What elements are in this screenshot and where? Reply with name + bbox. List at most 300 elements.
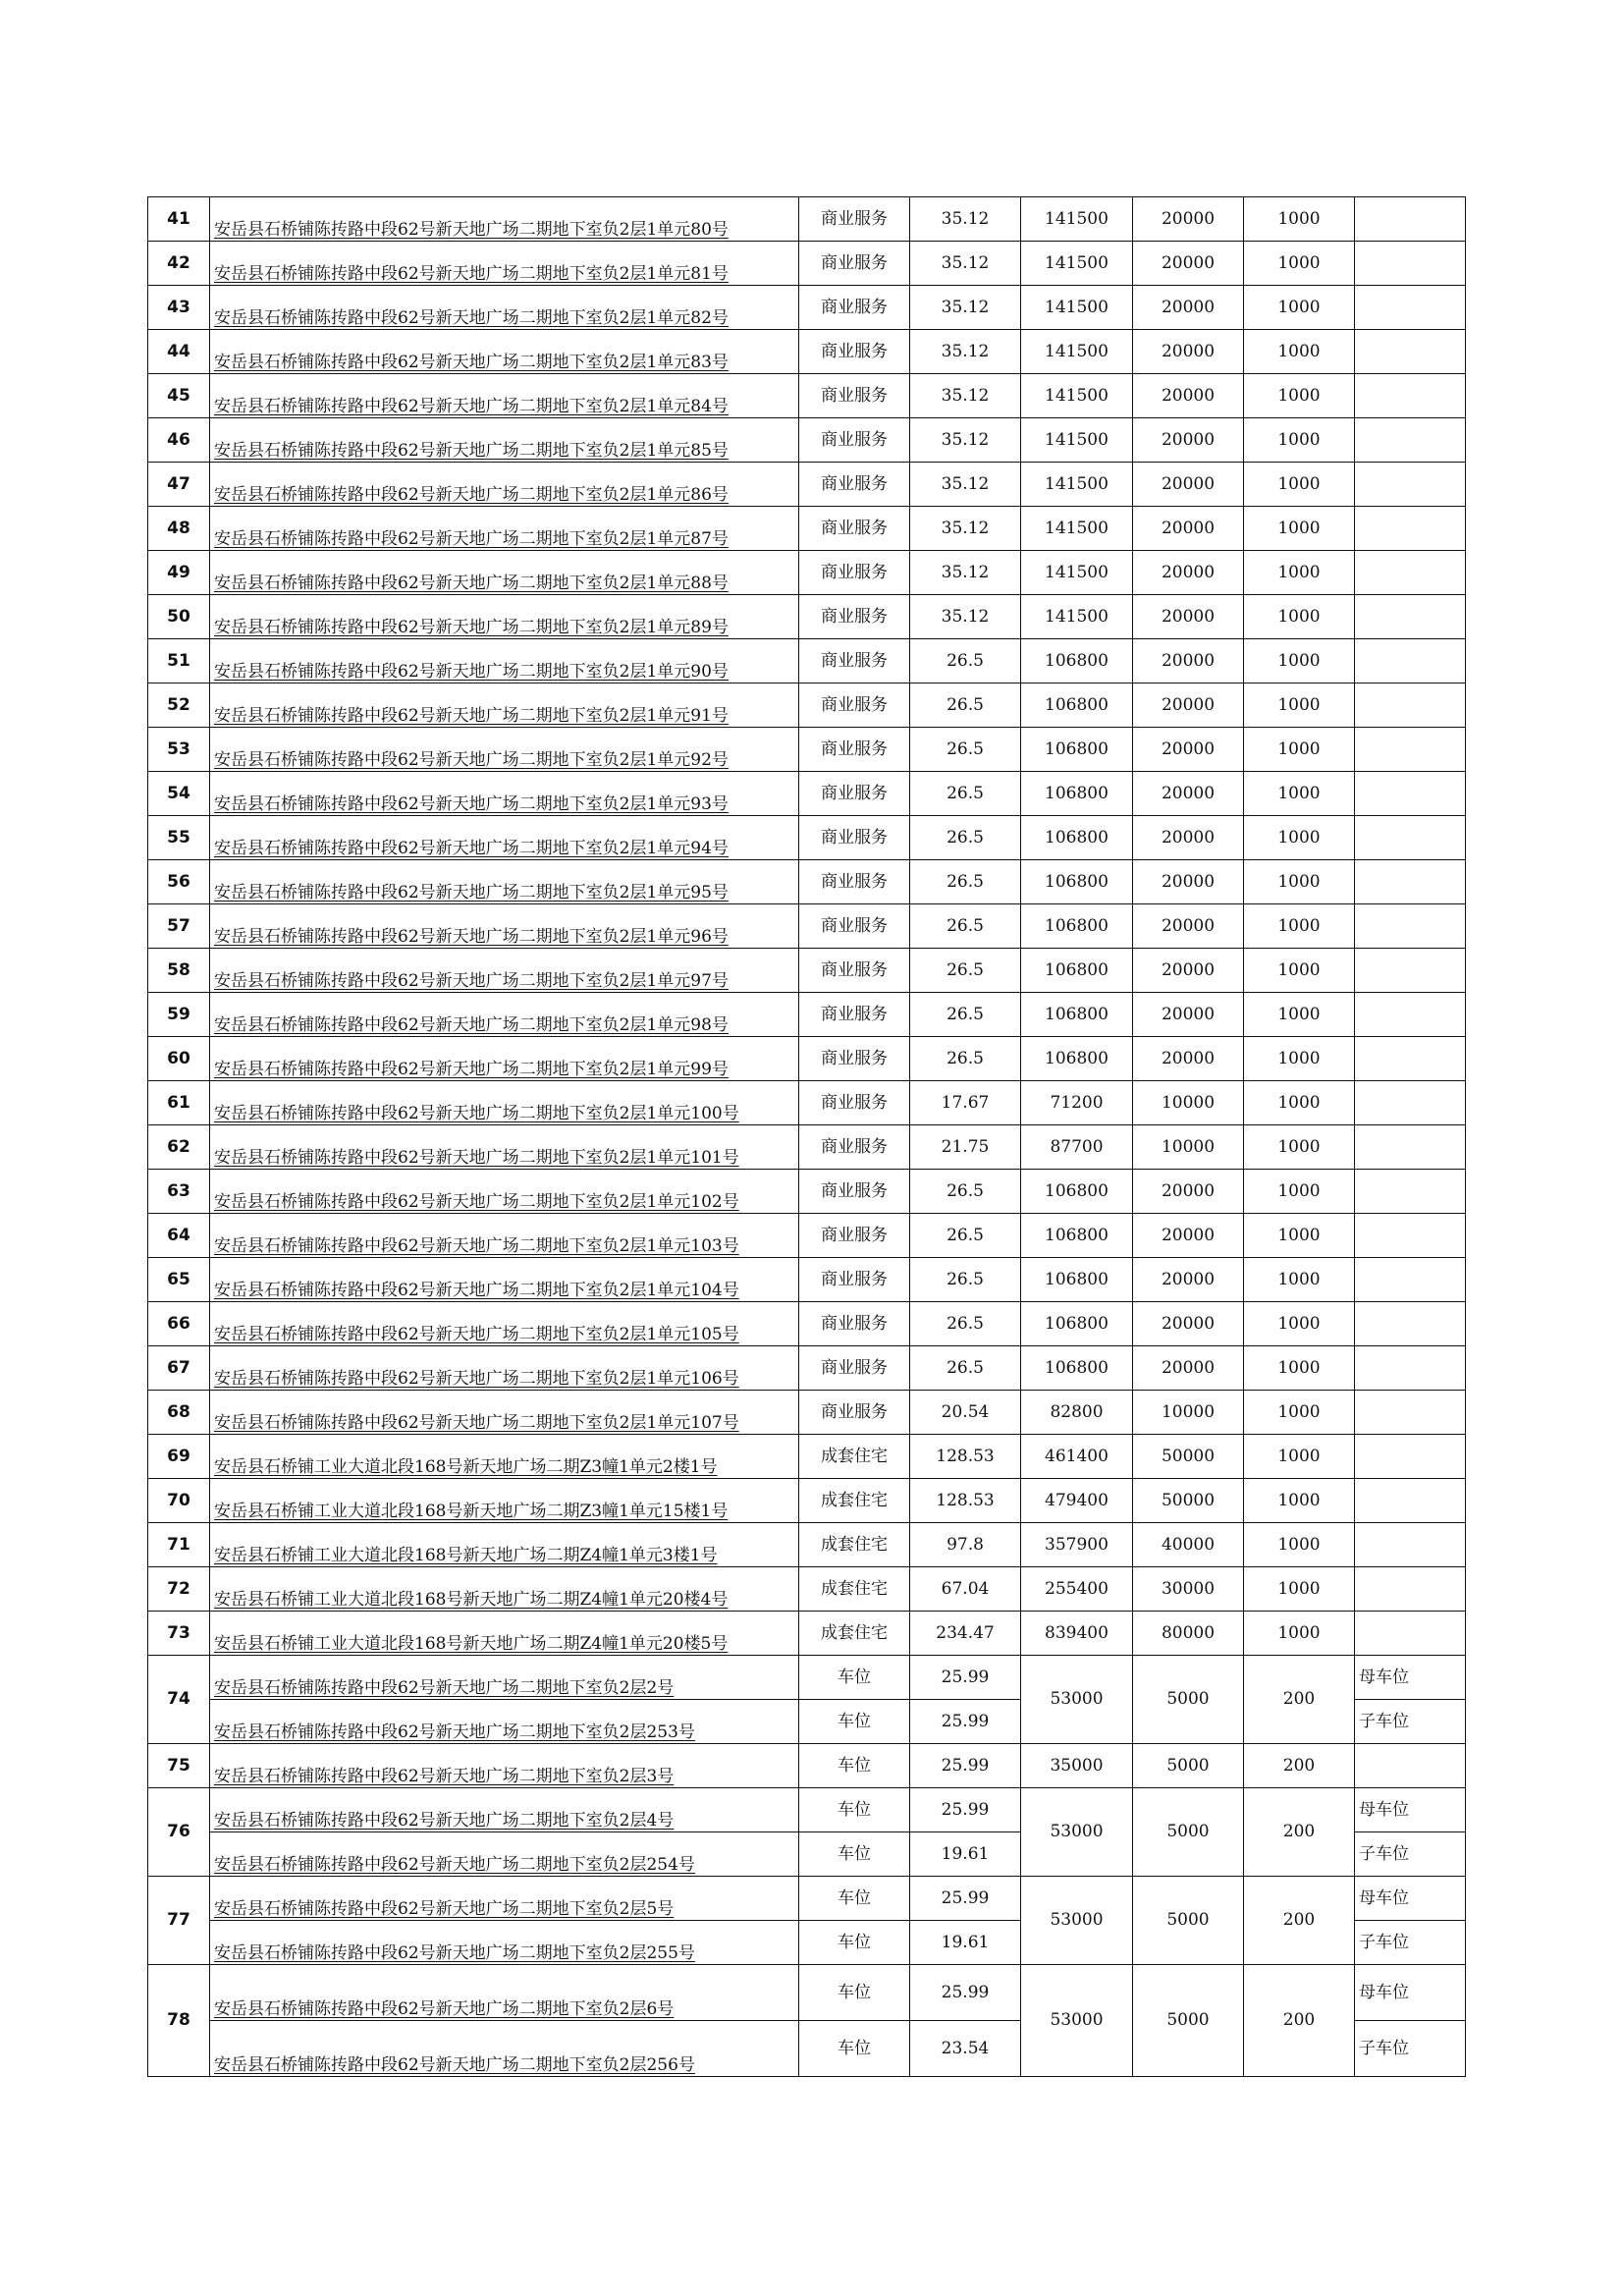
address-cell — [210, 374, 799, 418]
address-cell — [210, 1700, 799, 1744]
use-cell: 成套住宅 — [799, 1612, 910, 1656]
note-cell: 母车位 — [1355, 1788, 1466, 1832]
address-text: 安岳县石桥铺陈抟路中段62号新天地广场二期地下室负2层1单元96号 — [214, 927, 729, 947]
address-cell — [210, 197, 799, 242]
use-cell: 商业服务 — [799, 683, 910, 728]
use-cell: 商业服务 — [799, 1037, 910, 1081]
listing-table-body — [148, 197, 1466, 2077]
use-cell: 商业服务 — [799, 1258, 910, 1302]
increment-cell: 1000 — [1244, 1081, 1355, 1125]
row-number-cell: 68 — [148, 1391, 210, 1435]
deposit-cell: 20000 — [1133, 683, 1244, 728]
deposit-cell: 5000 — [1133, 1656, 1244, 1744]
increment-cell: 1000 — [1244, 1125, 1355, 1170]
area-cell: 26.5 — [910, 1170, 1021, 1214]
note-cell: 子车位 — [1355, 2021, 1466, 2077]
table-row — [148, 683, 1466, 728]
address-text: 安岳县石桥铺陈抟路中段62号新天地广场二期地下室负2层1单元103号 — [214, 1236, 739, 1256]
address-text: 安岳县石桥铺陈抟路中段62号新天地广场二期地下室负2层1单元99号 — [214, 1060, 729, 1079]
note-cell — [1355, 1435, 1466, 1479]
address-text: 安岳县石桥铺陈抟路中段62号新天地广场二期地下室负2层253号 — [214, 1722, 695, 1742]
increment-cell: 1000 — [1244, 463, 1355, 507]
price-cell: 106800 — [1021, 816, 1133, 860]
address-cell — [210, 1435, 799, 1479]
table-row — [148, 1479, 1466, 1523]
table-row — [148, 330, 1466, 374]
deposit-cell: 20000 — [1133, 1346, 1244, 1391]
address-cell — [210, 1346, 799, 1391]
increment-cell: 1000 — [1244, 1214, 1355, 1258]
area-cell: 19.61 — [910, 1832, 1021, 1877]
area-cell: 26.5 — [910, 949, 1021, 993]
table-row — [148, 1656, 1466, 1700]
increment-cell: 1000 — [1244, 728, 1355, 772]
row-number-cell: 42 — [148, 242, 210, 286]
increment-cell: 200 — [1244, 1744, 1355, 1788]
price-cell: 53000 — [1021, 1965, 1133, 2077]
deposit-cell: 20000 — [1133, 242, 1244, 286]
price-cell: 141500 — [1021, 286, 1133, 330]
price-cell: 53000 — [1021, 1877, 1133, 1965]
address-cell — [210, 507, 799, 551]
address-cell — [210, 1258, 799, 1302]
price-cell: 106800 — [1021, 639, 1133, 683]
address-text: 安岳县石桥铺陈抟路中段62号新天地广场二期地下室负2层1单元84号 — [214, 397, 729, 416]
area-cell: 26.5 — [910, 1037, 1021, 1081]
area-cell: 35.12 — [910, 595, 1021, 639]
address-cell — [210, 1832, 799, 1877]
address-text: 安岳县石桥铺陈抟路中段62号新天地广场二期地下室负2层1单元94号 — [214, 839, 729, 858]
area-cell: 25.99 — [910, 1788, 1021, 1832]
row-number-cell: 63 — [148, 1170, 210, 1214]
deposit-cell: 20000 — [1133, 463, 1244, 507]
deposit-cell: 10000 — [1133, 1125, 1244, 1170]
area-cell: 19.61 — [910, 1921, 1021, 1965]
area-cell: 26.5 — [910, 728, 1021, 772]
price-cell: 82800 — [1021, 1391, 1133, 1435]
note-cell — [1355, 1081, 1466, 1125]
address-text: 安岳县石桥铺陈抟路中段62号新天地广场二期地下室负2层1单元93号 — [214, 794, 729, 814]
price-cell: 106800 — [1021, 1170, 1133, 1214]
area-cell: 20.54 — [910, 1391, 1021, 1435]
increment-cell: 1000 — [1244, 1567, 1355, 1612]
area-cell: 97.8 — [910, 1523, 1021, 1567]
note-cell — [1355, 1479, 1466, 1523]
row-number-cell: 74 — [148, 1656, 210, 1744]
deposit-cell: 20000 — [1133, 418, 1244, 463]
address-text: 安岳县石桥铺陈抟路中段62号新天地广场二期地下室负2层255号 — [214, 1943, 695, 1963]
increment-cell: 1000 — [1244, 374, 1355, 418]
row-number-cell: 47 — [148, 463, 210, 507]
address-cell — [210, 418, 799, 463]
table-row — [148, 1081, 1466, 1125]
row-number-cell: 72 — [148, 1567, 210, 1612]
price-cell: 106800 — [1021, 904, 1133, 949]
address-text: 安岳县石桥铺工业大道北段168号新天地广场二期Z4幢1单元20楼5号 — [214, 1634, 729, 1654]
table-row — [148, 1744, 1466, 1788]
row-number-cell: 67 — [148, 1346, 210, 1391]
use-cell: 商业服务 — [799, 904, 910, 949]
note-cell — [1355, 463, 1466, 507]
use-cell: 商业服务 — [799, 242, 910, 286]
table-row — [148, 1788, 1466, 1832]
note-cell — [1355, 1567, 1466, 1612]
address-cell — [210, 1125, 799, 1170]
use-cell: 商业服务 — [799, 860, 910, 904]
price-cell: 106800 — [1021, 949, 1133, 993]
table-row — [148, 1037, 1466, 1081]
note-cell — [1355, 1612, 1466, 1656]
row-number-cell: 56 — [148, 860, 210, 904]
area-cell: 25.99 — [910, 1965, 1021, 2021]
area-cell: 26.5 — [910, 816, 1021, 860]
note-cell — [1355, 1744, 1466, 1788]
deposit-cell: 30000 — [1133, 1567, 1244, 1612]
table-row — [148, 1612, 1466, 1656]
use-cell: 车位 — [799, 1656, 910, 1700]
increment-cell: 1000 — [1244, 1612, 1355, 1656]
row-number-cell: 59 — [148, 993, 210, 1037]
address-cell — [210, 1170, 799, 1214]
increment-cell: 1000 — [1244, 860, 1355, 904]
address-text: 安岳县石桥铺陈抟路中段62号新天地广场二期地下室负2层6号 — [214, 1999, 675, 2019]
row-number-cell: 76 — [148, 1788, 210, 1877]
use-cell: 商业服务 — [799, 993, 910, 1037]
area-cell: 21.75 — [910, 1125, 1021, 1170]
address-cell — [210, 1877, 799, 1921]
note-cell — [1355, 728, 1466, 772]
address-cell — [210, 551, 799, 595]
increment-cell: 1000 — [1244, 1302, 1355, 1346]
deposit-cell: 40000 — [1133, 1523, 1244, 1567]
note-cell — [1355, 330, 1466, 374]
deposit-cell: 20000 — [1133, 993, 1244, 1037]
increment-cell: 1000 — [1244, 1258, 1355, 1302]
deposit-cell: 20000 — [1133, 1302, 1244, 1346]
address-text: 安岳县石桥铺陈抟路中段62号新天地广场二期地下室负2层1单元89号 — [214, 618, 729, 637]
area-cell: 67.04 — [910, 1567, 1021, 1612]
address-text: 安岳县石桥铺工业大道北段168号新天地广场二期Z4幢1单元3楼1号 — [214, 1546, 718, 1565]
table-row — [148, 1125, 1466, 1170]
row-number-cell: 60 — [148, 1037, 210, 1081]
row-number-cell: 66 — [148, 1302, 210, 1346]
address-cell — [210, 949, 799, 993]
price-cell: 106800 — [1021, 1346, 1133, 1391]
price-cell: 141500 — [1021, 330, 1133, 374]
address-text: 安岳县石桥铺陈抟路中段62号新天地广场二期地下室负2层1单元95号 — [214, 883, 729, 902]
use-cell: 商业服务 — [799, 507, 910, 551]
table-row — [148, 728, 1466, 772]
use-cell: 车位 — [799, 1832, 910, 1877]
note-cell — [1355, 286, 1466, 330]
deposit-cell: 20000 — [1133, 551, 1244, 595]
price-cell: 141500 — [1021, 242, 1133, 286]
listing-table — [147, 196, 1466, 2077]
table-row — [148, 286, 1466, 330]
address-cell — [210, 1612, 799, 1656]
address-text: 安岳县石桥铺陈抟路中段62号新天地广场二期地下室负2层1单元88号 — [214, 574, 729, 593]
address-text: 安岳县石桥铺陈抟路中段62号新天地广场二期地下室负2层1单元104号 — [214, 1281, 739, 1300]
price-cell: 141500 — [1021, 197, 1133, 242]
note-cell — [1355, 507, 1466, 551]
price-cell: 106800 — [1021, 772, 1133, 816]
row-number-cell: 46 — [148, 418, 210, 463]
address-text: 安岳县石桥铺陈抟路中段62号新天地广场二期地下室负2层1单元90号 — [214, 662, 729, 682]
area-cell: 35.12 — [910, 463, 1021, 507]
note-cell — [1355, 197, 1466, 242]
table-row — [148, 463, 1466, 507]
table-row — [148, 816, 1466, 860]
address-text: 安岳县石桥铺陈抟路中段62号新天地广场二期地下室负2层1单元98号 — [214, 1015, 729, 1035]
price-cell: 106800 — [1021, 1214, 1133, 1258]
row-number-cell: 73 — [148, 1612, 210, 1656]
address-cell — [210, 683, 799, 728]
area-cell: 25.99 — [910, 1700, 1021, 1744]
increment-cell: 1000 — [1244, 949, 1355, 993]
address-text: 安岳县石桥铺陈抟路中段62号新天地广场二期地下室负2层1单元80号 — [214, 220, 729, 240]
use-cell: 商业服务 — [799, 1170, 910, 1214]
price-cell: 71200 — [1021, 1081, 1133, 1125]
use-cell: 车位 — [799, 1921, 910, 1965]
price-cell: 106800 — [1021, 1037, 1133, 1081]
address-cell — [210, 860, 799, 904]
use-cell: 商业服务 — [799, 551, 910, 595]
address-text: 安岳县石桥铺工业大道北段168号新天地广场二期Z4幢1单元20楼4号 — [214, 1590, 729, 1610]
table-row — [148, 1523, 1466, 1567]
address-cell — [210, 1921, 799, 1965]
note-cell — [1355, 551, 1466, 595]
table-row — [148, 993, 1466, 1037]
area-cell: 35.12 — [910, 551, 1021, 595]
area-cell: 35.12 — [910, 242, 1021, 286]
note-cell — [1355, 1523, 1466, 1567]
use-cell: 商业服务 — [799, 1302, 910, 1346]
deposit-cell: 20000 — [1133, 772, 1244, 816]
table-row — [148, 904, 1466, 949]
use-cell: 商业服务 — [799, 728, 910, 772]
address-text: 安岳县石桥铺陈抟路中段62号新天地广场二期地下室负2层1单元87号 — [214, 529, 729, 549]
row-number-cell: 57 — [148, 904, 210, 949]
note-cell — [1355, 418, 1466, 463]
price-cell: 106800 — [1021, 1302, 1133, 1346]
increment-cell: 200 — [1244, 1965, 1355, 2077]
table-row — [148, 1302, 1466, 1346]
area-cell: 26.5 — [910, 993, 1021, 1037]
price-cell: 357900 — [1021, 1523, 1133, 1567]
deposit-cell: 50000 — [1133, 1435, 1244, 1479]
table-row — [148, 418, 1466, 463]
address-text: 安岳县石桥铺陈抟路中段62号新天地广场二期地下室负2层1单元85号 — [214, 441, 729, 461]
note-cell — [1355, 595, 1466, 639]
row-number-cell: 61 — [148, 1081, 210, 1125]
address-text: 安岳县石桥铺陈抟路中段62号新天地广场二期地下室负2层1单元101号 — [214, 1148, 739, 1168]
use-cell: 成套住宅 — [799, 1479, 910, 1523]
use-cell: 商业服务 — [799, 639, 910, 683]
use-cell: 商业服务 — [799, 772, 910, 816]
address-text: 安岳县石桥铺陈抟路中段62号新天地广场二期地下室负2层254号 — [214, 1855, 695, 1875]
area-cell: 128.53 — [910, 1435, 1021, 1479]
address-text: 安岳县石桥铺陈抟路中段62号新天地广场二期地下室负2层1单元81号 — [214, 264, 729, 284]
price-cell: 141500 — [1021, 507, 1133, 551]
note-cell — [1355, 1302, 1466, 1346]
increment-cell: 1000 — [1244, 772, 1355, 816]
address-cell — [210, 1567, 799, 1612]
increment-cell: 1000 — [1244, 595, 1355, 639]
use-cell: 商业服务 — [799, 1346, 910, 1391]
increment-cell: 1000 — [1244, 1435, 1355, 1479]
row-number-cell: 50 — [148, 595, 210, 639]
price-cell: 839400 — [1021, 1612, 1133, 1656]
increment-cell: 1000 — [1244, 330, 1355, 374]
use-cell: 商业服务 — [799, 374, 910, 418]
note-cell — [1355, 1258, 1466, 1302]
price-cell: 479400 — [1021, 1479, 1133, 1523]
address-cell — [210, 595, 799, 639]
table-row — [148, 374, 1466, 418]
deposit-cell: 20000 — [1133, 860, 1244, 904]
table-row — [148, 1567, 1466, 1612]
address-cell — [210, 286, 799, 330]
table-row — [148, 1258, 1466, 1302]
deposit-cell: 20000 — [1133, 374, 1244, 418]
note-cell — [1355, 772, 1466, 816]
increment-cell: 1000 — [1244, 418, 1355, 463]
area-cell: 25.99 — [910, 1877, 1021, 1921]
row-number-cell: 53 — [148, 728, 210, 772]
use-cell: 商业服务 — [799, 418, 910, 463]
table-row — [148, 860, 1466, 904]
deposit-cell: 20000 — [1133, 197, 1244, 242]
address-text: 安岳县石桥铺工业大道北段168号新天地广场二期Z3幢1单元2楼1号 — [214, 1457, 718, 1477]
use-cell: 商业服务 — [799, 330, 910, 374]
row-number-cell: 43 — [148, 286, 210, 330]
use-cell: 车位 — [799, 2021, 910, 2077]
row-number-cell: 51 — [148, 639, 210, 683]
address-text: 安岳县石桥铺陈抟路中段62号新天地广场二期地下室负2层3号 — [214, 1767, 675, 1786]
use-cell: 车位 — [799, 1877, 910, 1921]
row-number-cell: 62 — [148, 1125, 210, 1170]
row-number-cell: 45 — [148, 374, 210, 418]
deposit-cell: 5000 — [1133, 1744, 1244, 1788]
address-cell — [210, 1965, 799, 2021]
note-cell — [1355, 1346, 1466, 1391]
area-cell: 26.5 — [910, 904, 1021, 949]
price-cell: 255400 — [1021, 1567, 1133, 1612]
row-number-cell: 75 — [148, 1744, 210, 1788]
deposit-cell: 5000 — [1133, 1877, 1244, 1965]
row-number-cell: 69 — [148, 1435, 210, 1479]
increment-cell: 1000 — [1244, 286, 1355, 330]
increment-cell: 1000 — [1244, 1170, 1355, 1214]
area-cell: 26.5 — [910, 860, 1021, 904]
increment-cell: 1000 — [1244, 904, 1355, 949]
deposit-cell: 10000 — [1133, 1391, 1244, 1435]
address-cell — [210, 330, 799, 374]
increment-cell: 1000 — [1244, 1037, 1355, 1081]
address-cell — [210, 1302, 799, 1346]
table-row — [148, 1170, 1466, 1214]
deposit-cell: 20000 — [1133, 1037, 1244, 1081]
table-row — [148, 949, 1466, 993]
increment-cell: 200 — [1244, 1877, 1355, 1965]
note-cell — [1355, 993, 1466, 1037]
increment-cell: 1000 — [1244, 507, 1355, 551]
address-text: 安岳县石桥铺陈抟路中段62号新天地广场二期地下室负2层256号 — [214, 2055, 695, 2075]
table-row — [148, 242, 1466, 286]
note-cell: 母车位 — [1355, 1877, 1466, 1921]
row-number-cell: 58 — [148, 949, 210, 993]
address-cell — [210, 1391, 799, 1435]
price-cell: 106800 — [1021, 683, 1133, 728]
address-cell — [210, 904, 799, 949]
use-cell: 商业服务 — [799, 286, 910, 330]
deposit-cell: 20000 — [1133, 595, 1244, 639]
table-row — [148, 507, 1466, 551]
address-cell — [210, 2021, 799, 2077]
price-cell: 35000 — [1021, 1744, 1133, 1788]
price-cell: 141500 — [1021, 374, 1133, 418]
table-row — [148, 1435, 1466, 1479]
address-text: 安岳县石桥铺陈抟路中段62号新天地广场二期地下室负2层1单元106号 — [214, 1369, 739, 1389]
use-cell: 商业服务 — [799, 463, 910, 507]
note-cell — [1355, 1125, 1466, 1170]
price-cell: 53000 — [1021, 1656, 1133, 1744]
area-cell: 128.53 — [910, 1479, 1021, 1523]
price-cell: 141500 — [1021, 418, 1133, 463]
note-cell: 子车位 — [1355, 1921, 1466, 1965]
address-cell — [210, 1081, 799, 1125]
note-cell — [1355, 683, 1466, 728]
price-cell: 461400 — [1021, 1435, 1133, 1479]
deposit-cell: 50000 — [1133, 1479, 1244, 1523]
row-number-cell: 48 — [148, 507, 210, 551]
use-cell: 商业服务 — [799, 1081, 910, 1125]
note-cell — [1355, 904, 1466, 949]
address-cell — [210, 1214, 799, 1258]
address-text: 安岳县石桥铺陈抟路中段62号新天地广场二期地下室负2层2号 — [214, 1678, 675, 1698]
address-text: 安岳县石桥铺工业大道北段168号新天地广场二期Z3幢1单元15楼1号 — [214, 1502, 729, 1521]
increment-cell: 1000 — [1244, 242, 1355, 286]
use-cell: 成套住宅 — [799, 1435, 910, 1479]
note-cell — [1355, 949, 1466, 993]
address-text: 安岳县石桥铺陈抟路中段62号新天地广场二期地下室负2层1单元92号 — [214, 750, 729, 770]
row-number-cell: 55 — [148, 816, 210, 860]
area-cell: 26.5 — [910, 1258, 1021, 1302]
increment-cell: 1000 — [1244, 1346, 1355, 1391]
note-cell — [1355, 639, 1466, 683]
increment-cell: 1000 — [1244, 683, 1355, 728]
use-cell: 车位 — [799, 1965, 910, 2021]
area-cell: 35.12 — [910, 374, 1021, 418]
table-row — [148, 1214, 1466, 1258]
address-text: 安岳县石桥铺陈抟路中段62号新天地广场二期地下室负2层1单元100号 — [214, 1104, 739, 1123]
table-row — [148, 1877, 1466, 1921]
note-cell — [1355, 1037, 1466, 1081]
address-cell — [210, 1788, 799, 1832]
use-cell: 车位 — [799, 1700, 910, 1744]
row-number-cell: 78 — [148, 1965, 210, 2077]
address-cell — [210, 772, 799, 816]
use-cell: 商业服务 — [799, 1125, 910, 1170]
row-number-cell: 64 — [148, 1214, 210, 1258]
area-cell: 25.99 — [910, 1656, 1021, 1700]
increment-cell: 1000 — [1244, 993, 1355, 1037]
increment-cell: 1000 — [1244, 197, 1355, 242]
deposit-cell: 20000 — [1133, 639, 1244, 683]
address-cell — [210, 993, 799, 1037]
address-text: 安岳县石桥铺陈抟路中段62号新天地广场二期地下室负2层1单元83号 — [214, 353, 729, 372]
deposit-cell: 20000 — [1133, 286, 1244, 330]
